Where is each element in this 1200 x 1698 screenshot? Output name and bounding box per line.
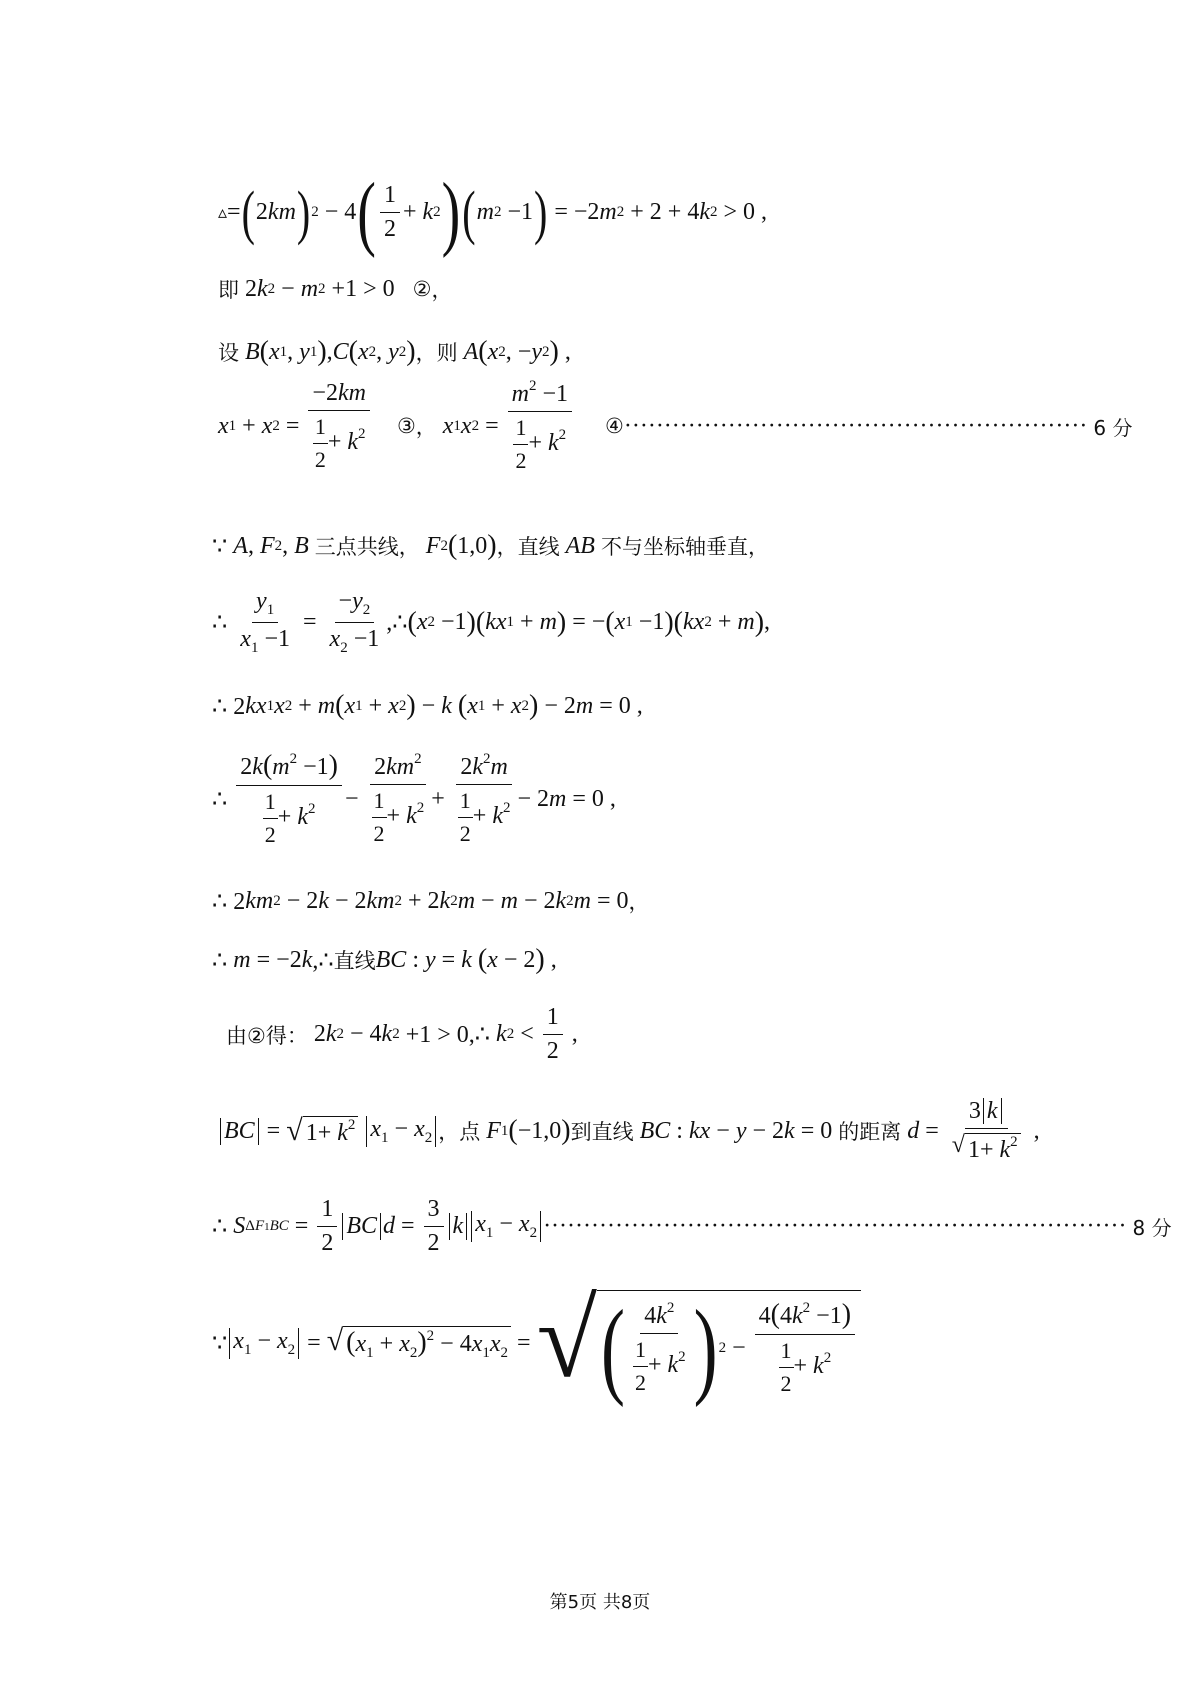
score-8: 8 分: [1132, 1216, 1172, 1240]
page-footer: 第5页 共8页: [549, 1592, 651, 1613]
text-collinear: 三点共线，: [314, 535, 420, 559]
text-line: 直线: [333, 949, 376, 973]
eq-line-bc: ∴ m = −2 k ,∴ 直线 BC : y = k ( x − 2 ) ,: [212, 944, 557, 975]
circle-4: ④: [605, 414, 624, 438]
eq-slope: ∴ $\frac{y_1}{x_1 -1}$ = $\frac{-y_2}{x_2 -1}$ ,∴ ( x 2 −1 ) ( kx 1 + m ) = − ( x 1 −1 ) ( kx 2 + m ) ,: [212, 588, 771, 656]
eq-difference: ∵ $x_1 - x_2$ = √ $(x_1 + x_2)^2 - 4x_1x_2$ = √ ( $4k^2$ $\frac{1}{2}$ + $k^2$ ) 2 − $4(4k^2 -1)$ $\frac{1}{2}$ + $k^2$: [212, 1290, 861, 1397]
text-distance: 的距离: [838, 1120, 902, 1144]
eq-vieta: x 1 + x 2 = −2km $\frac{1}{2}$ + $k^2$ ③ ， x 1 x 2 = $m^2 -1$ $\frac{1}{2}$ + $k^2$ ④ ·························································· 6 分: [218, 378, 1133, 473]
eq-collinear: ∵ A , F 2 , B 三点共线， F 2 ( 1,0 ) ，直线 AB 不与坐标轴垂直，: [212, 530, 769, 561]
eq-expand: ∴ 2 kx 1 x 2 + m ( x 1 + x 2 ) − k ( x 1 + x 2 ) − 2 m = 0 ,: [212, 690, 643, 721]
text-line-ab: ，直线: [496, 535, 560, 559]
label-then: ，则: [415, 341, 458, 365]
text-not-perp: 不与坐标轴垂直，: [600, 535, 769, 559]
circle-2: ②: [412, 277, 432, 301]
eq-k-range: 由②得： 2 k 2 − 4 k 2 +1 > 0,∴ k 2 < $\frac{1}{2}$ ,: [226, 1004, 578, 1064]
eq-bc-length: BC = √ $1+ k^2$ $x_1 - x_2$ ，点 F 1 ( −1,0 ) 到直线 BC : kx − y − 2 k = 0 的距离 d = 3 k √ $1+ k^2$ ,: [218, 1098, 1040, 1164]
eq-substitute: ∴ $2k(m^2 -1)$ $\frac{1}{2}$ + $k^2$ − $2km^2$ $\frac{1}{2}$ + $k^2$ + $2k^2m$ $\frac{1}{2}$ + $k^2$ − 2 m = 0 ,: [212, 750, 616, 847]
eq-area: ∴ S ΔF1BC = $\frac{1}{2}$ BC d = $\frac{3}{2}$ k $x_1 - x_2$ ········································································· 8 分: [212, 1196, 1172, 1256]
text-to-line: 到直线: [570, 1120, 634, 1144]
eq-simplify: ∴ 2 km 2 − 2 k − 2 km 2 + 2 k 2 m − m − 2 k 2 m = 0 ，: [212, 887, 650, 915]
eq-inequality-2: 即 2 k 2 − m 2 +1 > 0 ② ，: [218, 275, 453, 302]
eq-points: 设 B ( x 1 , y 1 ) , C ( x 2 , y 2 ) ，则 A ( x 2 , − y 2 ) ,: [218, 336, 571, 367]
eq-discriminant: ▵ = ( 2 km ) 2 − 4 ( $\frac{1}{2}$ + k 2 ) ( m 2 −1 ) = −2 m 2 + 2 + 4 k 2 > 0 ,: [218, 166, 768, 259]
label-ji: 即: [218, 278, 239, 302]
label-she: 设: [218, 341, 239, 365]
circle-3: ③: [396, 414, 416, 438]
text-by2: 由②得：: [226, 1023, 308, 1048]
score-6: 6 分: [1093, 415, 1133, 440]
text-point: ，点: [438, 1120, 481, 1144]
